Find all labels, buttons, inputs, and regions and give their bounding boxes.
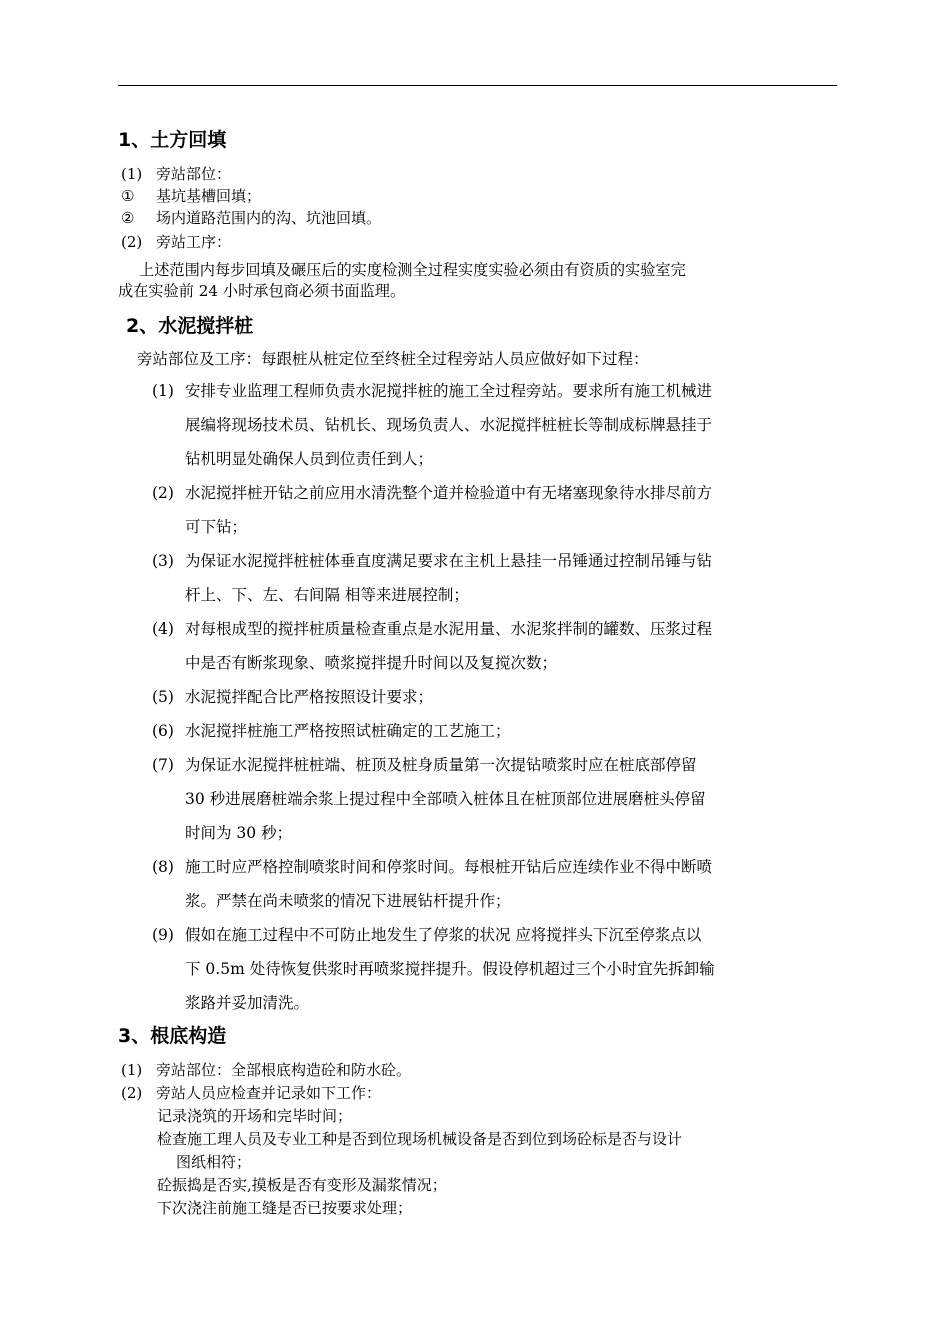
section-1-title: 1、土方回填 (118, 129, 227, 151)
s1-circ-1-text: 基坑基槽回填； (156, 187, 262, 205)
s1-item-1-text: 旁站部位： (156, 165, 232, 183)
list-item-number: (3) (152, 552, 174, 570)
list-item-line: 中是否有断浆现象、喷浆搅拌提升时间以及复搅次数； (185, 654, 558, 672)
s3-sub-3: 砼振捣是否实,摸板是否有变形及漏浆情况； (157, 1176, 447, 1194)
list-item-line: 时间为 30 秒； (185, 824, 293, 842)
s3-item-2-num: (2) (121, 1084, 143, 1102)
s3-item-2-text: 旁站人员应检查并记录如下工作： (156, 1084, 382, 1102)
s1-item-1-num: (1) (121, 165, 143, 183)
section-3-title: 3、根底构造 (118, 1025, 227, 1047)
list-item-line: 展编将现场技术员、钻机长、现场负责人、水泥搅拌桩桩长等制成标牌悬挂于 (185, 416, 713, 434)
list-item-line: 安排专业监理工程师负责水泥搅拌桩的施工全过程旁站。要求所有施工机械进 (185, 382, 713, 400)
list-item-line: 水泥搅拌配合比严格按照设计要求； (185, 688, 434, 706)
list-item-number: (2) (152, 484, 174, 502)
s1-item-2-text: 旁站工序： (156, 233, 232, 251)
list-item-line: 水泥搅拌桩开钻之前应用水清洗整个道并检验道中有无堵塞现象待水排尽前方 (185, 484, 713, 502)
s1-circ-1-num: ① (121, 187, 135, 205)
list-item-line: 为保证水泥搅拌桩桩端、桩顶及桩身质量第一次提钻喷浆时应在桩底部停留 (185, 756, 697, 774)
list-item-number: (9) (152, 926, 174, 944)
header-rule (118, 85, 837, 86)
list-item-line: 水泥搅拌桩施工严格按照试桩确定的工艺施工； (185, 722, 511, 740)
list-item-number: (6) (152, 722, 174, 740)
s3-item-2 (121, 1083, 381, 1104)
s3-sub-2-line-1: 检查施工理人员及专业工种是否到位现场机械设备是否到位到场砼标是否与设计 (157, 1130, 683, 1148)
list-item-line: 杆上、下、左、右间隔 相等来进展控制； (185, 586, 469, 604)
s2-intro: 旁站部位及工序：每跟桩从桩定位至终桩全过程旁站人员应做好如下过程： (137, 350, 649, 368)
list-item-line: 30 秒进展磨桩端余浆上提过程中全部喷入桩体且在桩顶部位进展磨桩头停留 (185, 790, 706, 808)
s3-sub-4: 下次浇注前施工缝是否已按要求处理； (157, 1199, 413, 1217)
list-item-number: (7) (152, 756, 174, 774)
section-2-title: 2、水泥搅拌桩 (126, 315, 254, 337)
list-item-line: 对每根成型的搅拌桩质量检查重点是水泥用量、水泥浆拌制的罐数、压浆过程 (185, 620, 713, 638)
list-item-line: 施工时应严格控制喷浆时间和停浆时间。每根桩开钻后应连续作业不得中断喷 (185, 858, 713, 876)
s1-item-2-num: (2) (121, 233, 143, 251)
s3-item-1 (121, 1060, 411, 1081)
list-item-line: 为保证水泥搅拌桩桩体垂直度满足要求在主机上悬挂一吊锤通过控制吊锤与钻 (185, 552, 713, 570)
list-item-number: (4) (152, 620, 174, 638)
s1-paragraph-line-2: 成在实验前 24 小时承包商必须书面监理。 (118, 282, 406, 300)
list-item-number: (5) (152, 688, 174, 706)
list-item-line: 下 0.5m 处待恢复供浆时再喷浆搅拌提升。假设停机超过三个小时宜先拆卸输 (185, 960, 715, 978)
s3-item-1-text: 旁站部位：全部根底构造砼和防水砼。 (156, 1061, 412, 1079)
s1-item-2 (121, 232, 231, 253)
s3-sub-1: 记录浇筑的开场和完毕时间； (157, 1107, 353, 1125)
s1-circ-2-num: ② (121, 209, 135, 227)
s1-circ-2-text: 场内道路范围内的沟、坑池回填。 (156, 209, 382, 227)
list-item-number: (8) (152, 858, 174, 876)
s3-sub-2-line-2: 图纸相符； (176, 1153, 252, 1171)
list-item-number: (1) (152, 382, 174, 400)
s1-item-1 (121, 164, 231, 185)
list-item-line: 浆路并妥加清洗。 (185, 994, 310, 1012)
list-item-line: 可下钻； (185, 518, 248, 536)
s3-item-1-num: (1) (121, 1061, 143, 1079)
s1-circ-1 (121, 186, 261, 207)
s1-circ-2 (121, 208, 381, 229)
list-item-line: 假如在施工过程中不可防止地发生了停浆的状况 应将搅拌头下沉至停浆点以 (185, 926, 702, 944)
list-item-line: 钻机明显处确保人员到位责任到人； (185, 450, 434, 468)
s1-paragraph-line-1: 上述范围内每步回填及碾压后的实度检测全过程实度实验必须由有资质的实验室完 (139, 261, 686, 279)
list-item-line: 浆。严禁在尚未喷浆的情况下进展钻杆提升作； (185, 892, 511, 910)
